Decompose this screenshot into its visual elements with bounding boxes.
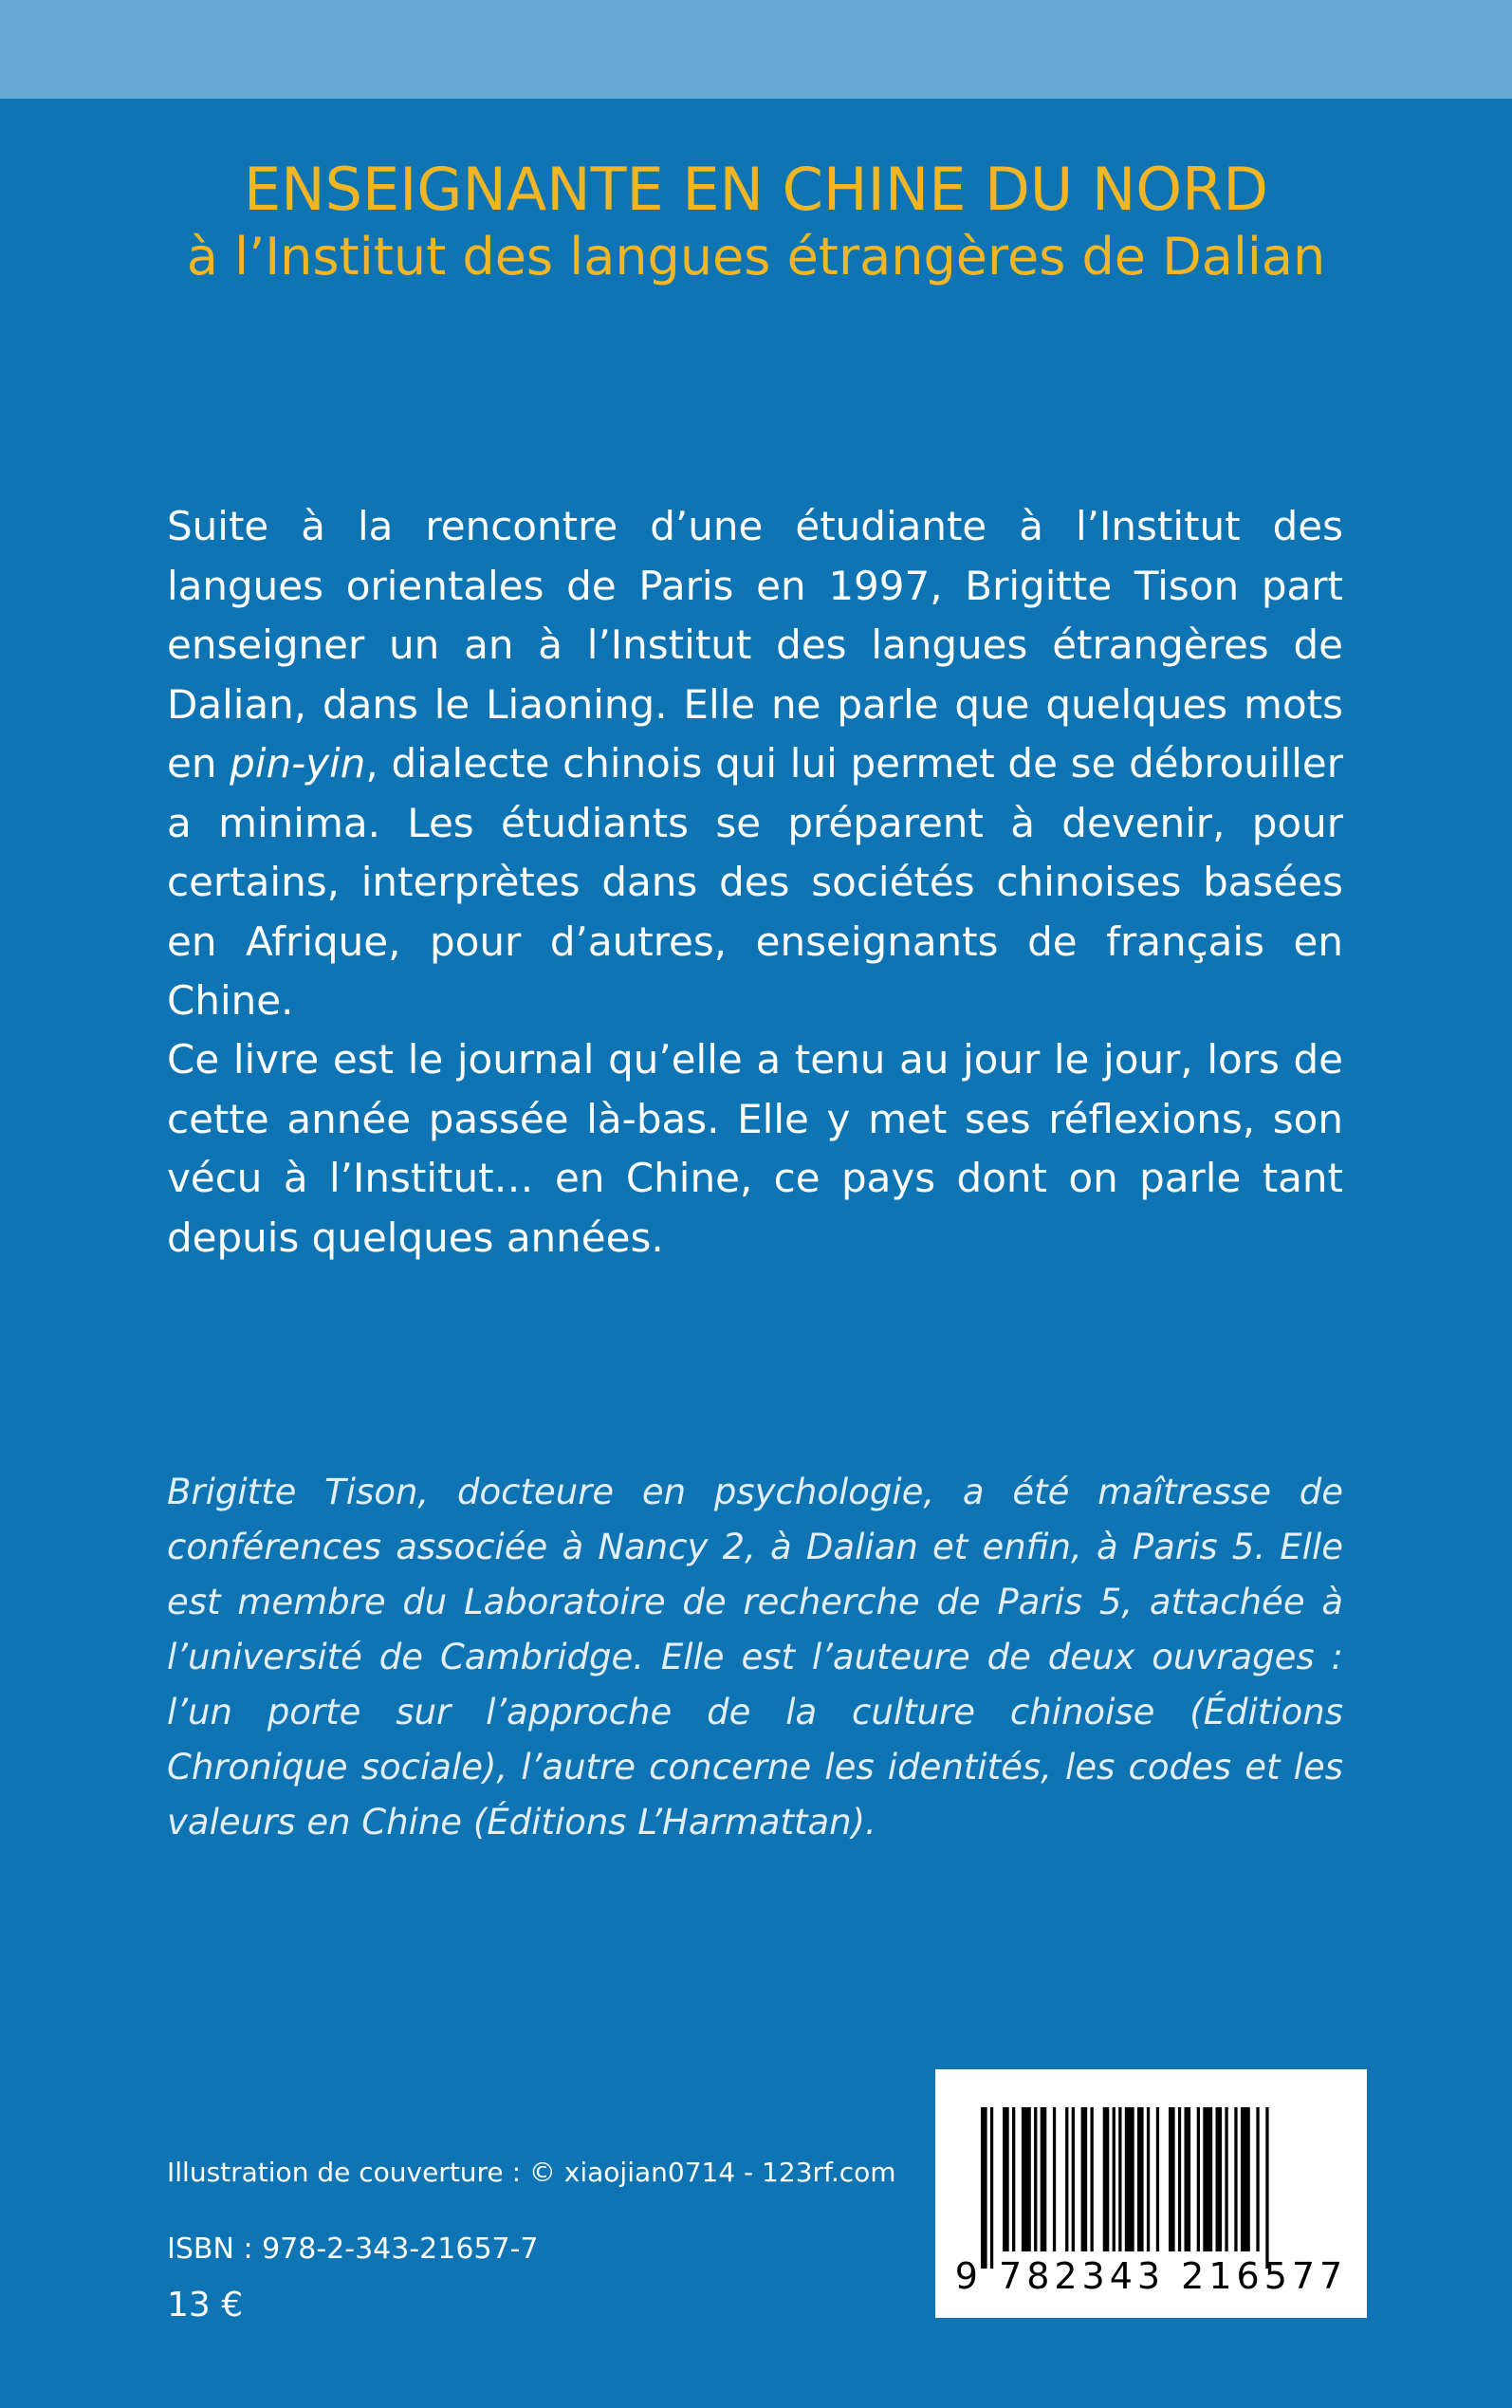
barcode-bar bbox=[1156, 2107, 1159, 2251]
top-band bbox=[0, 0, 1512, 99]
barcode-bar bbox=[1118, 2107, 1121, 2251]
barcode-bar bbox=[1225, 2107, 1227, 2251]
barcode-bar bbox=[1041, 2107, 1047, 2251]
barcode-bar bbox=[1065, 2107, 1068, 2251]
barcode-bar bbox=[1034, 2107, 1037, 2251]
summary-p1-start: Suite à la rencontre d’une étudiante à l’Institut des langues orientales de Paris en 1997, Brigitte Tison part enseigner un an à l’Institut des langues étrangères de Dalian, dans le Liaoning. Elle ne parle que quelques mots en bbox=[167, 503, 1343, 787]
barcode-bar bbox=[1241, 2107, 1250, 2251]
summary-p1-end: , dialecte chinois qui lui permet de se débrouiller a minima. Les étudiants se préparent à devenir, pour certains, interprètes dans des sociétés chinoises basées en Afrique, pour d’autres, enseignants de français en Chine. bbox=[167, 740, 1343, 1024]
barcode-bar bbox=[1265, 2107, 1268, 2269]
price: 13 € bbox=[167, 2286, 244, 2325]
barcode-bar bbox=[1072, 2107, 1075, 2251]
barcode-bar bbox=[1022, 2107, 1031, 2251]
barcode-bar bbox=[1103, 2107, 1110, 2251]
book-title: ENSEIGNANTE EN CHINE DU NORD bbox=[244, 155, 1268, 224]
barcode-digits: 9 782343 216577 bbox=[954, 2255, 1348, 2297]
barcode-bar bbox=[1234, 2107, 1237, 2251]
barcode-bar bbox=[990, 2107, 993, 2269]
title-block bbox=[0, 154, 1512, 288]
barcode-bar bbox=[1147, 2107, 1150, 2251]
barcode bbox=[935, 2069, 1367, 2318]
barcode-bar bbox=[1216, 2107, 1223, 2251]
summary-paragraph-2: Ce livre est le journal qu’elle a tenu au jour le jour, lors de cette année passée là-bas. Elle y met ses réflexions, son vécu à l’Institut… en Chine, ce pays dont on parle tant depuis quelques années. bbox=[167, 1036, 1343, 1261]
summary-p1-italic: pin-yin bbox=[230, 740, 366, 787]
author-bio: Brigitte Tison, docteure en psychologie, a été maîtresse de conférences associée à Nancy 2, à Dalian et enfin, à Paris 5. Elle est membre du Laboratoire de recherche de Paris 5, attachée à l’université de Cambridge. Elle est l’auteure de deux ouvrages : l’un porte sur l’approche de la culture chinoise (Éditions Chronique sociale), l’autre concerne les identités, les codes et les valeurs en Chine (Éditions L’Harmattan). bbox=[167, 1472, 1343, 1843]
barcode-bar bbox=[1003, 2107, 1009, 2251]
summary-paragraph-1 bbox=[167, 497, 1343, 1031]
barcode-bar bbox=[1197, 2107, 1200, 2251]
barcode-bar bbox=[1256, 2107, 1259, 2251]
barcode-bar bbox=[1113, 2107, 1116, 2251]
barcode-bar bbox=[1185, 2107, 1191, 2251]
barcode-bar bbox=[1169, 2107, 1175, 2251]
barcode-bar bbox=[1053, 2107, 1056, 2251]
barcode-bar bbox=[1203, 2107, 1212, 2251]
barcode-bar bbox=[1012, 2107, 1015, 2251]
book-subtitle: à l’Institut des langues étrangères de Dalian bbox=[186, 227, 1326, 287]
isbn: ISBN : 978-2-343-21657-7 bbox=[167, 2232, 539, 2266]
barcode-bar bbox=[981, 2107, 987, 2269]
barcode-bar bbox=[1081, 2107, 1088, 2251]
barcode-bar bbox=[1125, 2107, 1134, 2251]
barcode-bar bbox=[1178, 2107, 1181, 2251]
cover-credit: Illustration de couverture : © xiaojian0714 - 123rf.com bbox=[167, 2157, 896, 2188]
barcode-bar bbox=[1091, 2107, 1094, 2251]
barcode-bar bbox=[1137, 2107, 1144, 2251]
